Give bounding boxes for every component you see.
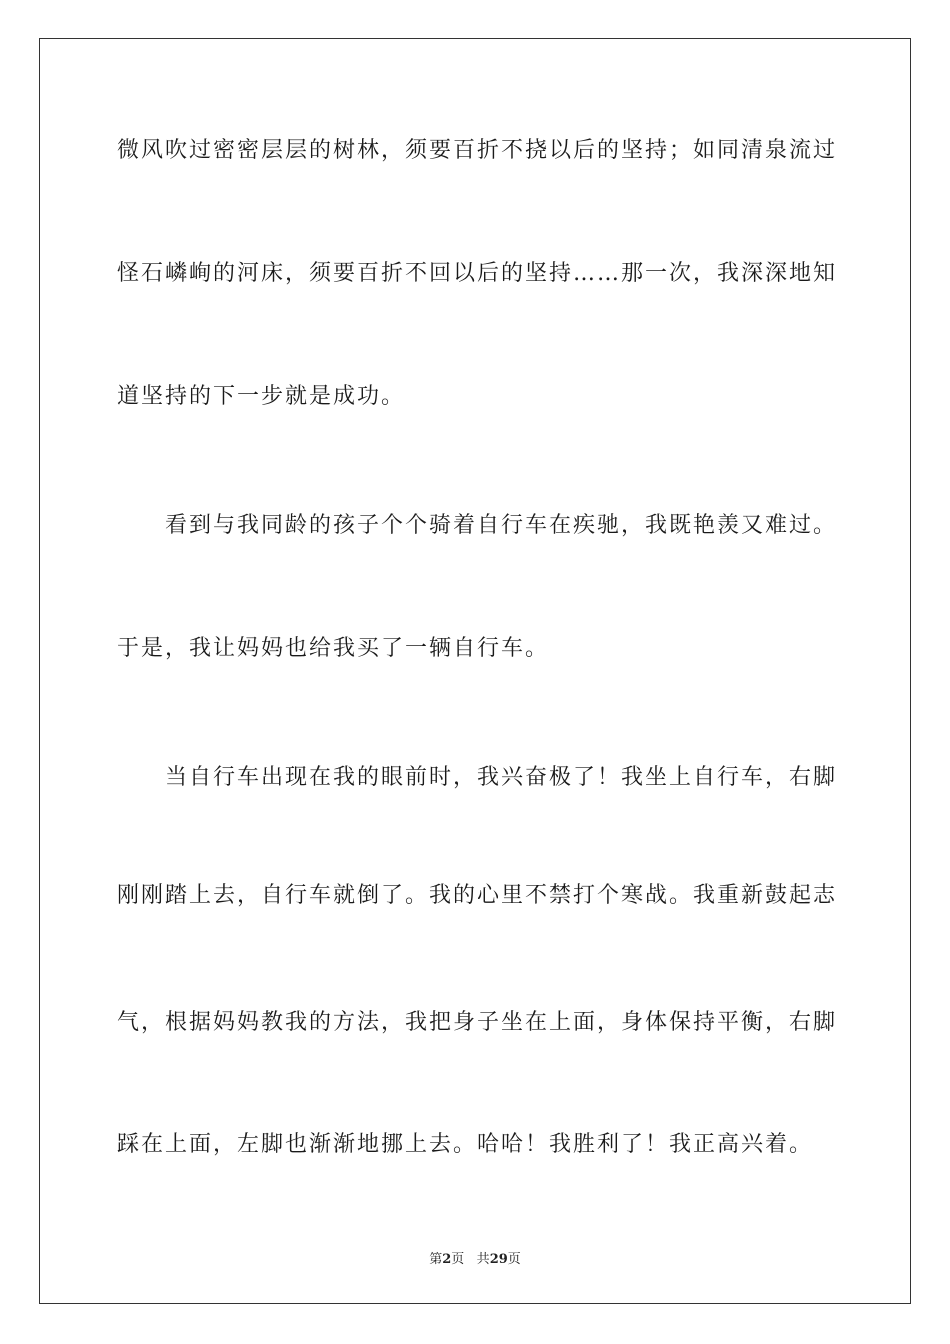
paragraph-line: 看到与我同龄的孩子个个骑着自行车在疾驰，我既艳羡又难过。 <box>117 513 838 538</box>
paragraph-line: 踩在上面，左脚也渐渐地挪上去。哈哈！我胜利了！我正高兴着。 <box>117 1132 814 1157</box>
paragraph-line: 微风吹过密密层层的树林，须要百折不挠以后的坚持；如同清泉流过 <box>117 138 838 163</box>
total-pages: 29 <box>489 1252 508 1267</box>
paragraph-line: 刚刚踏上去，自行车就倒了。我的心里不禁打个寒战。我重新鼓起志 <box>117 883 838 908</box>
paragraph-line: 怪石嶙峋的河床，须要百折不回以后的坚持……那一次，我深深地知 <box>117 261 838 286</box>
paragraph-line: 于是，我让妈妈也给我买了一辆自行车。 <box>117 636 550 661</box>
paragraph-line: 气，根据妈妈教我的方法，我把身子坐在上面，身体保持平衡，右脚 <box>117 1010 838 1035</box>
total-prefix: 共 <box>476 1252 490 1267</box>
page-number: 2 <box>442 1252 452 1267</box>
paragraph-line: 当自行车出现在我的眼前时，我兴奋极了！我坐上自行车，右脚 <box>117 765 838 790</box>
paragraph-line: 道坚持的下一步就是成功。 <box>117 384 406 409</box>
total-suffix: 页 <box>507 1252 521 1267</box>
page-prefix: 第 <box>429 1252 443 1267</box>
page-footer <box>0 1248 950 1267</box>
page-border <box>39 38 911 1304</box>
page-suffix: 页 <box>451 1252 465 1267</box>
